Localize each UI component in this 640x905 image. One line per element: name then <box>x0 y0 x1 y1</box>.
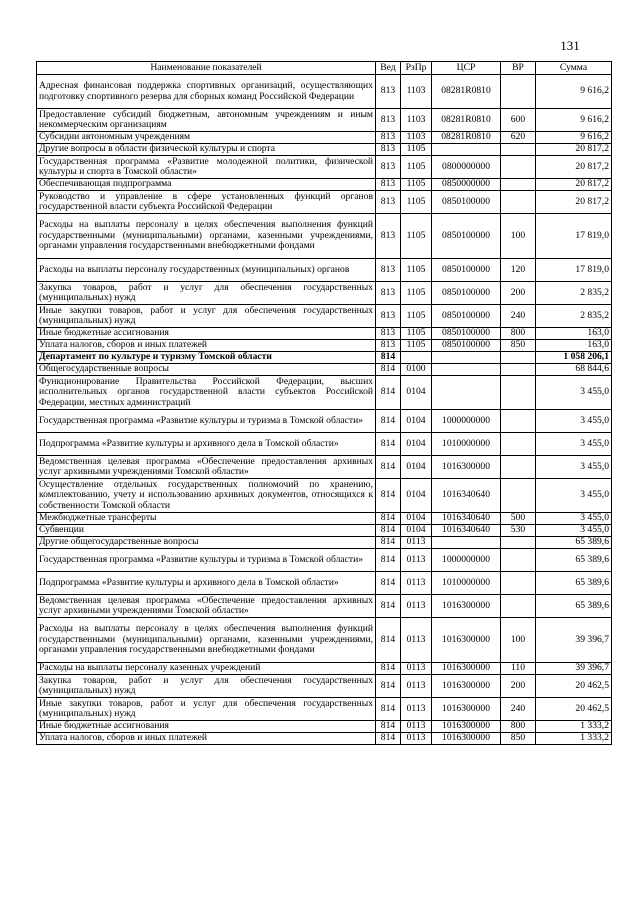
cell-sum: 9 616,2 <box>536 132 612 144</box>
cell-sum: 3 455,0 <box>536 456 612 479</box>
cell-rzpr: 0104 <box>401 410 432 433</box>
table-row <box>37 698 612 721</box>
cell-name: Обеспечивающая подпрограмма <box>37 179 376 191</box>
cell-sum: 3 455,0 <box>536 433 612 456</box>
cell-csr <box>432 144 501 156</box>
cell-vr <box>501 537 536 549</box>
cell-csr: 1016300000 <box>432 733 501 745</box>
cell-rzpr: 1105 <box>401 214 432 259</box>
cell-sum: 20 817,2 <box>536 179 612 191</box>
cell-ved: 813 <box>376 109 401 132</box>
table-row <box>37 364 612 376</box>
cell-ved: 814 <box>376 513 401 525</box>
cell-sum: 3 455,0 <box>536 479 612 513</box>
cell-ved: 813 <box>376 75 401 109</box>
cell-vr <box>501 456 536 479</box>
cell-sum: 68 844,6 <box>536 364 612 376</box>
table-row <box>37 595 612 618</box>
table-row <box>37 305 612 328</box>
cell-sum: 1 333,2 <box>536 733 612 745</box>
cell-name: Закупка товаров, работ и услуг для обеспечения государственных (муниципальных) нужд <box>37 675 376 698</box>
cell-rzpr: 0104 <box>401 525 432 537</box>
cell-name: Иные бюджетные ассигнования <box>37 721 376 733</box>
cell-name: Осуществление отдельных государственных полномочий по хранению, комплектованию, учету и использованию архивных документов, относящихся к собственности Томской области <box>37 479 376 513</box>
cell-ved: 814 <box>376 663 401 675</box>
table-body <box>37 75 612 745</box>
cell-ved: 814 <box>376 595 401 618</box>
table-row <box>37 259 612 282</box>
table-row <box>37 328 612 340</box>
cell-ved: 813 <box>376 305 401 328</box>
header-csr: ЦСР <box>432 62 501 75</box>
table-row <box>37 109 612 132</box>
cell-name: Расходы на выплаты персоналу в целях обеспечения выполнения функций государственными (муниципальными) органами, казенными учреждениями, органами управления государственными внебюджетными фондами <box>37 618 376 663</box>
cell-vr: 120 <box>501 259 536 282</box>
cell-name: Субвенции <box>37 525 376 537</box>
header-ved: Вед <box>376 62 401 75</box>
table-row <box>37 675 612 698</box>
cell-csr: 1000000000 <box>432 410 501 433</box>
cell-ved: 814 <box>376 572 401 595</box>
table-row <box>37 144 612 156</box>
table-row <box>37 525 612 537</box>
cell-csr: 1016340640 <box>432 525 501 537</box>
cell-name: Государственная программа «Развитие культуры и туризма в Томской области» <box>37 410 376 433</box>
table-row <box>37 479 612 513</box>
cell-sum: 163,0 <box>536 328 612 340</box>
cell-ved: 814 <box>376 456 401 479</box>
cell-vr: 200 <box>501 675 536 698</box>
table-row <box>37 410 612 433</box>
cell-rzpr: 0104 <box>401 513 432 525</box>
cell-csr: 08281R0810 <box>432 132 501 144</box>
cell-name: Департамент по культуре и туризму Томской области <box>37 352 376 364</box>
cell-name: Расходы на выплаты персоналу в целях обеспечения выполнения функций государственными (муниципальными) органами, казенными учреждениями, органами управления государственными внебюджетными фондами <box>37 214 376 259</box>
cell-ved: 814 <box>376 537 401 549</box>
cell-csr: 1016300000 <box>432 618 501 663</box>
header-rzpr: РзПр <box>401 62 432 75</box>
header-row <box>37 62 612 75</box>
cell-ved: 814 <box>376 410 401 433</box>
cell-vr: 800 <box>501 328 536 340</box>
cell-name: Другие общегосударственные вопросы <box>37 537 376 549</box>
cell-ved: 814 <box>376 675 401 698</box>
cell-vr <box>501 352 536 364</box>
cell-vr <box>501 179 536 191</box>
cell-ved: 814 <box>376 549 401 572</box>
cell-sum: 9 616,2 <box>536 75 612 109</box>
cell-sum: 65 389,6 <box>536 595 612 618</box>
cell-sum: 1 058 206,1 <box>536 352 612 364</box>
cell-csr: 1016340640 <box>432 479 501 513</box>
cell-ved: 813 <box>376 340 401 352</box>
table-row <box>37 340 612 352</box>
cell-sum: 3 455,0 <box>536 525 612 537</box>
cell-vr <box>501 75 536 109</box>
table-row <box>37 721 612 733</box>
cell-name: Государственная программа «Развитие культуры и туризма в Томской области» <box>37 549 376 572</box>
cell-name: Предоставление субсидий бюджетным, автономным учреждениям и иным некоммерческим организациям <box>37 109 376 132</box>
cell-ved: 814 <box>376 721 401 733</box>
cell-sum: 65 389,6 <box>536 572 612 595</box>
header-vr: ВР <box>501 62 536 75</box>
cell-ved: 813 <box>376 132 401 144</box>
table-row <box>37 282 612 305</box>
header-name: Наименование показателей <box>37 62 376 75</box>
cell-csr: 0800000000 <box>432 156 501 179</box>
cell-name: Функционирование Правительства Российской Федерации, высших исполнительных органов государственной власти субъектов Российской Федерации, местных администраций <box>37 376 376 410</box>
cell-csr: 1016300000 <box>432 595 501 618</box>
cell-rzpr: 0113 <box>401 549 432 572</box>
cell-rzpr: 0113 <box>401 595 432 618</box>
cell-rzpr: 0113 <box>401 572 432 595</box>
cell-vr: 240 <box>501 698 536 721</box>
cell-vr: 110 <box>501 663 536 675</box>
cell-ved: 813 <box>376 144 401 156</box>
cell-vr: 850 <box>501 733 536 745</box>
cell-csr: 1010000000 <box>432 433 501 456</box>
table-row <box>37 456 612 479</box>
cell-csr: 0850100000 <box>432 214 501 259</box>
cell-name: Руководство и управление в сфере установленных функций органов государственной власти субъекта Российской Федерации <box>37 191 376 214</box>
cell-sum: 1 333,2 <box>536 721 612 733</box>
cell-sum: 65 389,6 <box>536 549 612 572</box>
cell-csr <box>432 364 501 376</box>
cell-rzpr: 0113 <box>401 733 432 745</box>
cell-sum: 3 455,0 <box>536 513 612 525</box>
cell-vr <box>501 549 536 572</box>
cell-sum: 39 396,7 <box>536 663 612 675</box>
cell-csr: 0850100000 <box>432 328 501 340</box>
cell-name: Субсидии автономным учреждениям <box>37 132 376 144</box>
cell-vr: 500 <box>501 513 536 525</box>
table-row <box>37 572 612 595</box>
cell-rzpr: 0113 <box>401 675 432 698</box>
cell-rzpr: 1105 <box>401 340 432 352</box>
cell-vr: 200 <box>501 282 536 305</box>
cell-ved: 814 <box>376 479 401 513</box>
cell-rzpr: 1105 <box>401 328 432 340</box>
cell-sum: 3 455,0 <box>536 376 612 410</box>
cell-vr: 600 <box>501 109 536 132</box>
table-row <box>37 352 612 364</box>
cell-name: Общегосударственные вопросы <box>37 364 376 376</box>
cell-vr <box>501 433 536 456</box>
cell-name: Другие вопросы в области физической культуры и спорта <box>37 144 376 156</box>
cell-name: Закупка товаров, работ и услуг для обеспечения государственных (муниципальных) нужд <box>37 282 376 305</box>
cell-sum: 2 835,2 <box>536 282 612 305</box>
cell-name: Уплата налогов, сборов и иных платежей <box>37 733 376 745</box>
cell-vr: 100 <box>501 214 536 259</box>
cell-ved: 814 <box>376 376 401 410</box>
cell-name: Ведомственная целевая программа «Обеспечение предоставления архивных услуг архивными учреждениями Томской области» <box>37 595 376 618</box>
cell-csr: 1016340640 <box>432 513 501 525</box>
cell-vr: 530 <box>501 525 536 537</box>
cell-rzpr: 0104 <box>401 479 432 513</box>
cell-sum: 163,0 <box>536 340 612 352</box>
cell-csr: 1016300000 <box>432 663 501 675</box>
table-row <box>37 75 612 109</box>
cell-ved: 813 <box>376 259 401 282</box>
cell-name: Расходы на выплаты персоналу казенных учреждений <box>37 663 376 675</box>
cell-name: Государственная программа «Развитие молодежной политики, физической культуры и спорта в Томской области» <box>37 156 376 179</box>
cell-vr <box>501 479 536 513</box>
table-row <box>37 132 612 144</box>
cell-vr <box>501 364 536 376</box>
cell-csr: 1010000000 <box>432 572 501 595</box>
cell-rzpr: 1103 <box>401 109 432 132</box>
cell-ved: 813 <box>376 282 401 305</box>
cell-vr: 620 <box>501 132 536 144</box>
cell-name: Подпрограмма «Развитие культуры и архивного дела в Томской области» <box>37 433 376 456</box>
cell-rzpr: 0104 <box>401 456 432 479</box>
cell-rzpr: 1105 <box>401 282 432 305</box>
page-number: 131 <box>560 38 580 53</box>
cell-vr: 100 <box>501 618 536 663</box>
cell-ved: 814 <box>376 618 401 663</box>
cell-vr <box>501 191 536 214</box>
cell-ved: 814 <box>376 525 401 537</box>
cell-rzpr: 0113 <box>401 663 432 675</box>
cell-ved: 814 <box>376 364 401 376</box>
cell-sum: 20 817,2 <box>536 156 612 179</box>
cell-csr: 0850100000 <box>432 305 501 328</box>
cell-ved: 813 <box>376 179 401 191</box>
cell-csr: 08281R0810 <box>432 109 501 132</box>
cell-csr: 0850000000 <box>432 179 501 191</box>
table-row <box>37 179 612 191</box>
cell-csr: 1000000000 <box>432 549 501 572</box>
cell-ved: 813 <box>376 328 401 340</box>
cell-rzpr: 1105 <box>401 305 432 328</box>
cell-sum: 17 819,0 <box>536 214 612 259</box>
cell-rzpr: 0100 <box>401 364 432 376</box>
cell-ved: 813 <box>376 191 401 214</box>
cell-rzpr: 0113 <box>401 537 432 549</box>
cell-csr <box>432 537 501 549</box>
cell-ved: 814 <box>376 352 401 364</box>
cell-csr: 0850100000 <box>432 191 501 214</box>
cell-rzpr: 0113 <box>401 698 432 721</box>
cell-vr <box>501 144 536 156</box>
cell-rzpr: 0113 <box>401 618 432 663</box>
cell-sum: 39 396,7 <box>536 618 612 663</box>
cell-ved: 814 <box>376 698 401 721</box>
cell-sum: 20 462,5 <box>536 675 612 698</box>
budget-table <box>36 61 612 745</box>
cell-rzpr: 1105 <box>401 179 432 191</box>
cell-name: Подпрограмма «Развитие культуры и архивного дела в Томской области» <box>37 572 376 595</box>
cell-sum: 3 455,0 <box>536 410 612 433</box>
cell-rzpr: 0113 <box>401 721 432 733</box>
cell-vr: 240 <box>501 305 536 328</box>
cell-vr <box>501 376 536 410</box>
table-row <box>37 733 612 745</box>
cell-vr <box>501 156 536 179</box>
cell-name: Расходы на выплаты персоналу государственных (муниципальных) органов <box>37 259 376 282</box>
cell-name: Ведомственная целевая программа «Обеспечение предоставления архивных услуг архивными учреждениями Томской области» <box>37 456 376 479</box>
table-row <box>37 214 612 259</box>
table-row <box>37 549 612 572</box>
cell-csr: 0850100000 <box>432 340 501 352</box>
cell-vr: 850 <box>501 340 536 352</box>
cell-csr: 1016300000 <box>432 456 501 479</box>
cell-ved: 814 <box>376 433 401 456</box>
cell-csr: 0850100000 <box>432 259 501 282</box>
cell-csr: 08281R0810 <box>432 75 501 109</box>
table-row <box>37 513 612 525</box>
cell-csr: 1016300000 <box>432 698 501 721</box>
cell-rzpr: 1105 <box>401 144 432 156</box>
cell-name: Иные закупки товаров, работ и услуг для обеспечения государственных (муниципальных) нужд <box>37 305 376 328</box>
cell-rzpr: 0104 <box>401 433 432 456</box>
table-row <box>37 376 612 410</box>
cell-sum: 20 462,5 <box>536 698 612 721</box>
cell-sum: 17 819,0 <box>536 259 612 282</box>
cell-vr <box>501 410 536 433</box>
cell-rzpr: 1103 <box>401 75 432 109</box>
table-row <box>37 191 612 214</box>
table-row <box>37 156 612 179</box>
cell-csr: 0850100000 <box>432 282 501 305</box>
cell-sum: 20 817,2 <box>536 144 612 156</box>
cell-rzpr: 1103 <box>401 132 432 144</box>
cell-ved: 813 <box>376 214 401 259</box>
cell-vr <box>501 572 536 595</box>
cell-name: Адресная финансовая поддержка спортивных организаций, осуществляющих подготовку спортивного резерва для сборных команд Российской Федерации <box>37 75 376 109</box>
cell-sum: 65 389,6 <box>536 537 612 549</box>
cell-rzpr: 1105 <box>401 191 432 214</box>
table-row <box>37 537 612 549</box>
cell-name: Иные бюджетные ассигнования <box>37 328 376 340</box>
cell-csr <box>432 352 501 364</box>
cell-csr: 1016300000 <box>432 675 501 698</box>
header-sum: Сумма <box>536 62 612 75</box>
cell-ved: 813 <box>376 156 401 179</box>
cell-sum: 20 817,2 <box>536 191 612 214</box>
table-row <box>37 618 612 663</box>
cell-rzpr: 1105 <box>401 156 432 179</box>
table-row <box>37 663 612 675</box>
cell-csr: 1016300000 <box>432 721 501 733</box>
cell-rzpr: 1105 <box>401 259 432 282</box>
cell-vr: 800 <box>501 721 536 733</box>
cell-vr <box>501 595 536 618</box>
cell-name: Уплата налогов, сборов и иных платежей <box>37 340 376 352</box>
cell-sum: 2 835,2 <box>536 305 612 328</box>
cell-sum: 9 616,2 <box>536 109 612 132</box>
cell-name: Межбюджетные трансферты <box>37 513 376 525</box>
cell-rzpr <box>401 352 432 364</box>
table-row <box>37 433 612 456</box>
cell-ved: 814 <box>376 733 401 745</box>
cell-rzpr: 0104 <box>401 376 432 410</box>
cell-name: Иные закупки товаров, работ и услуг для обеспечения государственных (муниципальных) нужд <box>37 698 376 721</box>
cell-csr <box>432 376 501 410</box>
